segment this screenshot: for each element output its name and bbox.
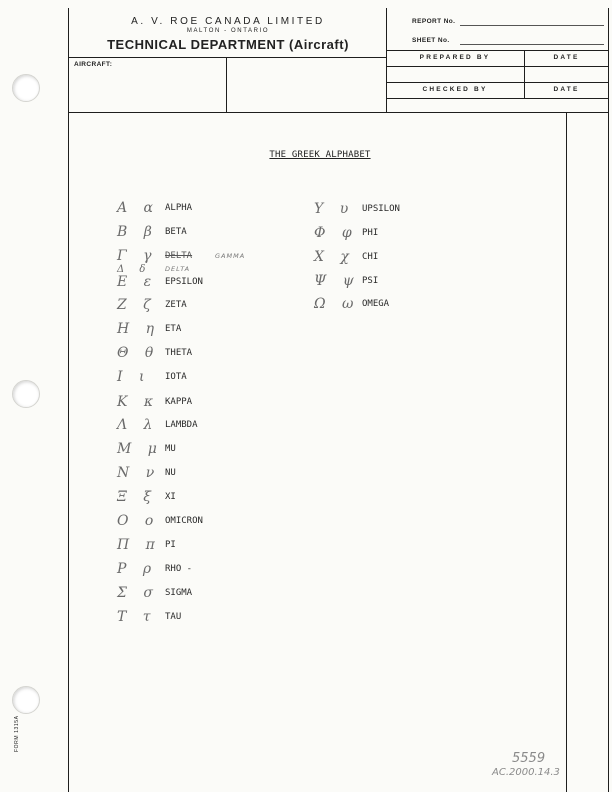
- greek-glyphs: Γ γ: [117, 248, 158, 264]
- letter-name: ETA: [165, 324, 182, 334]
- checked-date-label: DATE: [553, 86, 580, 93]
- letter-name: RHO -: [165, 564, 193, 574]
- punch-hole-bottom: [12, 686, 40, 714]
- letter-name: OMICRON: [165, 516, 203, 526]
- letter-name: TAU: [165, 612, 182, 622]
- checked-row-bottom: [386, 98, 608, 99]
- letter-name: PI: [165, 540, 176, 550]
- letter-name: MU: [165, 444, 176, 454]
- report-no-underline: [460, 25, 604, 26]
- frame-right-line: [608, 8, 609, 792]
- greek-glyphs: Φ φ: [314, 225, 358, 241]
- checked-by-label: CHECKED BY: [422, 86, 488, 93]
- letter-name: SIGMA: [165, 588, 193, 598]
- header-bottom-line: [68, 112, 608, 113]
- letter-name: LAMBDA: [165, 420, 198, 430]
- greek-glyphs: Κ κ: [117, 394, 160, 410]
- department-title: TECHNICAL DEPARTMENT (Aircraft): [107, 37, 349, 52]
- letter-name: EPSILON: [165, 277, 203, 287]
- prepared-date-label: DATE: [553, 54, 580, 61]
- letter-name: IOTA: [165, 372, 187, 382]
- aircraft-label: AIRCRAFT:: [74, 61, 113, 68]
- greek-glyphs: Λ λ: [117, 417, 159, 433]
- company-name: A. V. ROE CANADA LIMITED: [131, 16, 325, 27]
- greek-glyphs: Χ χ: [314, 249, 355, 265]
- greek-glyphs: Τ τ: [117, 609, 157, 625]
- aircraft-box-divider: [226, 57, 227, 112]
- greek-glyphs: Ρ ρ: [117, 561, 158, 577]
- report-no-label: REPORT No.: [412, 18, 456, 25]
- letter-name: THETA: [165, 348, 193, 358]
- greek-glyphs: Δ δ: [117, 264, 152, 275]
- letter-name: PHI: [362, 228, 379, 238]
- frame-left-line: [68, 8, 69, 792]
- greek-glyphs: Ω ω: [314, 296, 360, 312]
- greek-glyphs: Θ θ: [117, 345, 160, 361]
- greek-glyphs: Υ υ: [314, 201, 355, 217]
- greek-glyphs: Ι ι: [117, 369, 151, 385]
- sheet-no-underline: [460, 44, 604, 45]
- greek-glyphs: Ξ ξ: [117, 489, 158, 505]
- letter-name: UPSILON: [362, 204, 400, 214]
- letter-name: ALPHA: [165, 203, 193, 213]
- greek-glyphs: Ε ε: [117, 274, 158, 290]
- punch-hole-middle: [12, 380, 40, 408]
- handwritten-correction: GAMMA: [215, 252, 246, 260]
- page-title: THE GREEK ALPHABET: [269, 150, 371, 160]
- greek-glyphs: Ζ ζ: [117, 297, 157, 313]
- prepared-row-bottom: [386, 66, 608, 67]
- prepared-row-top: [386, 50, 608, 51]
- letter-name: CHI: [362, 252, 379, 262]
- letter-name: XI: [165, 492, 176, 502]
- prepared-by-label: PREPARED BY: [419, 54, 491, 61]
- margin-column-line: [566, 112, 567, 792]
- company-location: MALTON - ONTARIO: [186, 28, 270, 34]
- letter-name: KAPPA: [165, 397, 193, 407]
- greek-glyphs: Μ μ: [117, 441, 163, 457]
- greek-glyphs: Σ σ: [117, 585, 159, 601]
- punch-hole-top: [12, 74, 40, 102]
- checked-row-top: [386, 82, 608, 83]
- letter-name: ZETA: [165, 300, 187, 310]
- greek-glyphs: Π π: [117, 537, 161, 553]
- greek-glyphs: Α α: [117, 200, 160, 216]
- greek-glyphs: Ψ ψ: [314, 273, 360, 289]
- greek-glyphs: Ο ο: [117, 513, 160, 529]
- letter-name: BETA: [165, 227, 187, 237]
- letter-name-struck: DELTA: [165, 251, 193, 261]
- letter-name: OMEGA: [362, 299, 390, 309]
- greek-glyphs: Ν ν: [117, 465, 161, 481]
- greek-glyphs: Η η: [117, 321, 161, 337]
- form-number: FORM 1315A: [14, 715, 20, 752]
- accession-number: AC.2000.14.3: [492, 767, 560, 778]
- sheet-no-label: SHEET No.: [412, 37, 450, 44]
- handwritten-number: 5559: [512, 751, 546, 766]
- letter-name: NU: [165, 468, 176, 478]
- header-divider-line: [68, 57, 386, 58]
- handwritten-correction: DELTA: [165, 265, 191, 273]
- letter-name: PSI: [362, 276, 379, 286]
- greek-glyphs: Β β: [117, 224, 158, 240]
